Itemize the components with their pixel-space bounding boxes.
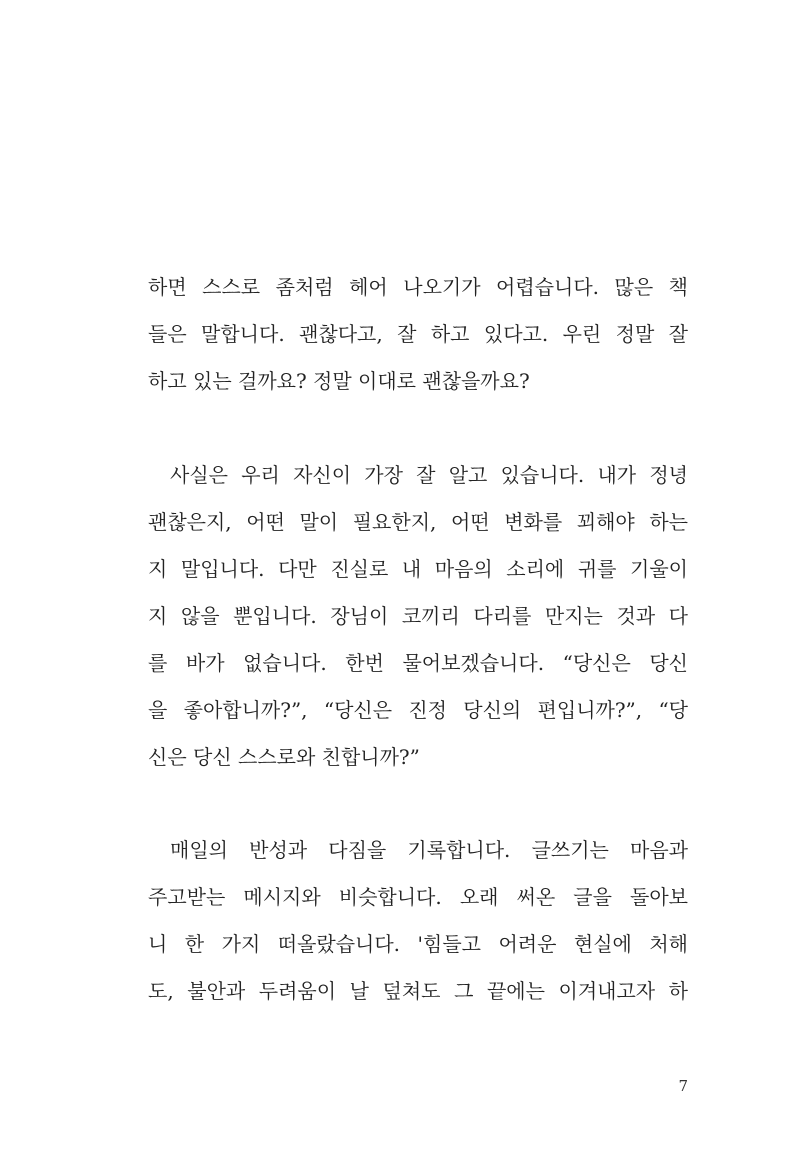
paragraph-3: [148, 827, 688, 1015]
text-line: 들은 말합니다. 괜찮다고, 잘 하고 있다고. 우린 정말 잘: [148, 322, 688, 346]
text-line: 도, 불안과 두려움이 날 덮쳐도 그 끝에는 이겨내고자 하: [148, 979, 688, 1003]
text-line: 을 좋아합니까?”, “당신은 진정 당신의 편입니까?”, “당: [148, 698, 688, 722]
text-line: 지 않을 뿐입니다. 장님이 코끼리 다리를 만지는 것과 다: [148, 604, 688, 628]
text-line: 니 한 가지 떠올랐습니다. '힘들고 어려운 현실에 처해: [148, 932, 688, 956]
text-line: 주고받는 메시지와 비슷합니다. 오래 써온 글을 돌아보: [148, 885, 688, 909]
text-line: 하면 스스로 좀처럼 헤어 나오기가 어렵습니다. 많은 책: [148, 275, 688, 299]
text-line: 신은 당신 스스로와 친합니까?”: [148, 745, 420, 769]
paragraph-1: [148, 264, 688, 405]
text-line: 매일의 반성과 다짐을 기록합니다. 글쓰기는 마음과: [170, 838, 688, 862]
paragraph-2: [148, 452, 688, 781]
page-number: 7: [678, 1077, 688, 1095]
text-line: 를 바가 없습니다. 한번 물어보겠습니다. “당신은 당신: [148, 651, 688, 675]
text-line: 하고 있는 걸까요? 정말 이대로 괜찮을까요?: [148, 369, 530, 393]
text-line: 사실은 우리 자신이 가장 잘 알고 있습니다. 내가 정녕: [170, 463, 688, 487]
text-line: 지 말입니다. 다만 진실로 내 마음의 소리에 귀를 기울이: [148, 557, 688, 581]
text-line: 괜찮은지, 어떤 말이 필요한지, 어떤 변화를 꾀해야 하는: [148, 510, 688, 534]
